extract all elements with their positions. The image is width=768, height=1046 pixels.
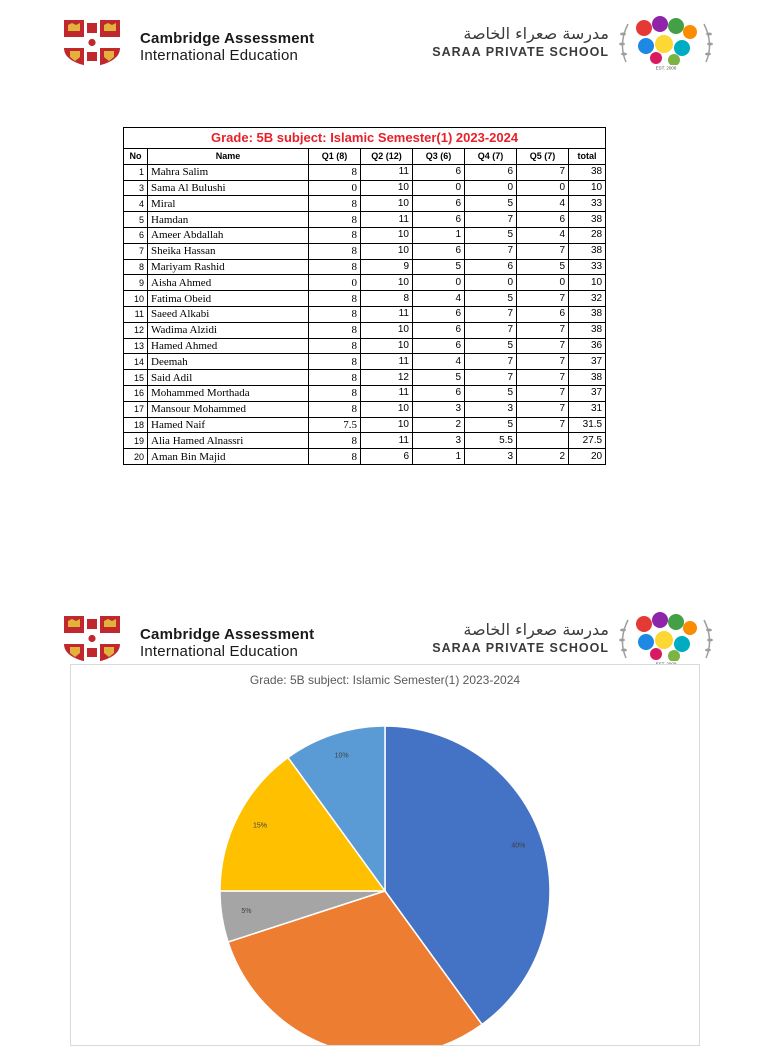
cell-q5: 4 bbox=[517, 196, 569, 212]
cell-no: 16 bbox=[124, 385, 148, 401]
school-name bbox=[404, 24, 609, 60]
cell-q5: 7 bbox=[517, 291, 569, 307]
table-row bbox=[124, 370, 606, 386]
cell-q3: 6 bbox=[413, 338, 465, 354]
cell-no: 17 bbox=[124, 401, 148, 417]
cell-q5: 7 bbox=[517, 164, 569, 180]
cell-q2: 11 bbox=[361, 164, 413, 180]
cell-q3: 5 bbox=[413, 259, 465, 275]
cell-q1: 8 bbox=[309, 306, 361, 322]
cell-q2: 12 bbox=[361, 370, 413, 386]
cell-q2: 10 bbox=[361, 338, 413, 354]
cell-no: 20 bbox=[124, 449, 148, 465]
cell-q4: 5 bbox=[465, 291, 517, 307]
cell-total: 38 bbox=[569, 370, 606, 386]
table-row bbox=[124, 227, 606, 243]
column-header: No bbox=[124, 149, 148, 165]
cell-name: Sama Al Bulushi bbox=[148, 180, 309, 196]
cell-q1: 8 bbox=[309, 354, 361, 370]
cell-q2: 11 bbox=[361, 385, 413, 401]
grades-table bbox=[123, 127, 606, 465]
cell-q4: 5 bbox=[465, 227, 517, 243]
page-header bbox=[0, 14, 768, 74]
cell-q3: 0 bbox=[413, 275, 465, 291]
cell-no: 5 bbox=[124, 212, 148, 228]
pie-slice-label-4: 10% bbox=[334, 752, 349, 760]
table-row bbox=[124, 385, 606, 401]
cell-q4: 3 bbox=[465, 449, 517, 465]
table-row bbox=[124, 338, 606, 354]
cambridge-subtitle: International Education bbox=[140, 47, 299, 64]
table-row bbox=[124, 449, 606, 465]
cell-q1: 8 bbox=[309, 370, 361, 386]
cell-name: Saeed Alkabi bbox=[148, 306, 309, 322]
cell-q5: 7 bbox=[517, 385, 569, 401]
cell-no: 11 bbox=[124, 306, 148, 322]
cell-q4: 5 bbox=[465, 385, 517, 401]
school-name-english: SARAA PRIVATE SCHOOL bbox=[432, 641, 609, 655]
cell-q4: 6 bbox=[465, 259, 517, 275]
table-row bbox=[124, 275, 606, 291]
cell-total: 28 bbox=[569, 227, 606, 243]
cell-name: Hamdan bbox=[148, 212, 309, 228]
cell-q2: 8 bbox=[361, 291, 413, 307]
cell-q2: 11 bbox=[361, 433, 413, 449]
cell-q4: 7 bbox=[465, 212, 517, 228]
cambridge-wordmark bbox=[140, 626, 314, 660]
cell-q2: 10 bbox=[361, 417, 413, 433]
cell-no: 15 bbox=[124, 370, 148, 386]
cell-total: 38 bbox=[569, 306, 606, 322]
cell-q5: 6 bbox=[517, 306, 569, 322]
cell-total: 38 bbox=[569, 164, 606, 180]
cell-name: Mahra Salim bbox=[148, 164, 309, 180]
cell-name: Wadima Alzidi bbox=[148, 322, 309, 338]
table-row bbox=[124, 196, 606, 212]
cambridge-title: Cambridge Assessment bbox=[140, 626, 315, 643]
cell-no: 1 bbox=[124, 164, 148, 180]
column-header: Q1 (8) bbox=[309, 149, 361, 165]
cell-name: Aman Bin Majid bbox=[148, 449, 309, 465]
cell-q2: 10 bbox=[361, 401, 413, 417]
cell-name: Aisha Ahmed bbox=[148, 275, 309, 291]
pie-slice-label-2: 5% bbox=[241, 907, 252, 915]
cell-q5: 7 bbox=[517, 243, 569, 259]
table-row bbox=[124, 212, 606, 228]
table-row bbox=[124, 354, 606, 370]
chart-title: Grade: 5B subject: Islamic Semester(1) 2023-2024 bbox=[249, 673, 521, 687]
cell-q1: 8 bbox=[309, 212, 361, 228]
table-row bbox=[124, 164, 606, 180]
cell-q5: 7 bbox=[517, 322, 569, 338]
cell-q4: 7 bbox=[465, 243, 517, 259]
cell-q2: 11 bbox=[361, 306, 413, 322]
table-row bbox=[124, 433, 606, 449]
cell-total: 33 bbox=[569, 196, 606, 212]
cell-q4: 7 bbox=[465, 370, 517, 386]
cell-q3: 1 bbox=[413, 227, 465, 243]
cell-q4: 7 bbox=[465, 322, 517, 338]
cell-q1: 8 bbox=[309, 401, 361, 417]
cell-q1: 8 bbox=[309, 322, 361, 338]
cell-no: 4 bbox=[124, 196, 148, 212]
cell-q4: 5 bbox=[465, 338, 517, 354]
cell-q2: 10 bbox=[361, 196, 413, 212]
cell-q3: 2 bbox=[413, 417, 465, 433]
cell-total: 37 bbox=[569, 354, 606, 370]
table-row bbox=[124, 417, 606, 433]
cell-q2: 11 bbox=[361, 212, 413, 228]
cell-no: 14 bbox=[124, 354, 148, 370]
cell-q2: 10 bbox=[361, 180, 413, 196]
cell-q1: 8 bbox=[309, 259, 361, 275]
cell-q1: 8 bbox=[309, 196, 361, 212]
cell-no: 8 bbox=[124, 259, 148, 275]
pie-slice-label-0: 40% bbox=[511, 842, 526, 850]
cell-q3: 6 bbox=[413, 322, 465, 338]
cell-q1: 0 bbox=[309, 180, 361, 196]
cell-q1: 8 bbox=[309, 449, 361, 465]
school-name-arabic: مدرسة صعراء الخاصة bbox=[463, 620, 609, 639]
school-name bbox=[404, 620, 609, 656]
cell-no: 7 bbox=[124, 243, 148, 259]
cell-total: 32 bbox=[569, 291, 606, 307]
cell-name: Said Adil bbox=[148, 370, 309, 386]
cell-q5: 7 bbox=[517, 338, 569, 354]
cell-no: 19 bbox=[124, 433, 148, 449]
cell-total: 31 bbox=[569, 401, 606, 417]
cell-q3: 3 bbox=[413, 401, 465, 417]
cell-name: Ameer Abdallah bbox=[148, 227, 309, 243]
cell-total: 10 bbox=[569, 275, 606, 291]
cell-no: 12 bbox=[124, 322, 148, 338]
cell-total: 38 bbox=[569, 243, 606, 259]
cell-no: 3 bbox=[124, 180, 148, 196]
cell-q4: 6 bbox=[465, 164, 517, 180]
cell-total: 31.5 bbox=[569, 417, 606, 433]
cell-no: 9 bbox=[124, 275, 148, 291]
cell-q1: 7.5 bbox=[309, 417, 361, 433]
cell-q2: 9 bbox=[361, 259, 413, 275]
cell-q5: 7 bbox=[517, 401, 569, 417]
cell-q5 bbox=[517, 433, 569, 449]
cell-q5: 6 bbox=[517, 212, 569, 228]
cell-name: Mohammed Morthada bbox=[148, 385, 309, 401]
pie-chart-canvas bbox=[71, 665, 699, 1045]
cell-name: Sheika Hassan bbox=[148, 243, 309, 259]
cell-q4: 5.5 bbox=[465, 433, 517, 449]
cell-q4: 7 bbox=[465, 306, 517, 322]
column-header: Name bbox=[148, 149, 309, 165]
pie-slice-label-3: 15% bbox=[253, 822, 268, 830]
cell-q2: 10 bbox=[361, 322, 413, 338]
cell-q3: 6 bbox=[413, 212, 465, 228]
cell-q3: 5 bbox=[413, 370, 465, 386]
table-title: Grade: 5B subject: Islamic Semester(1) 2023-2024 bbox=[124, 128, 606, 149]
cell-total: 20 bbox=[569, 449, 606, 465]
school-logo bbox=[616, 610, 716, 666]
cell-q3: 4 bbox=[413, 354, 465, 370]
table-header-row bbox=[124, 149, 606, 165]
cell-name: Mariyam Rashid bbox=[148, 259, 309, 275]
cell-q1: 8 bbox=[309, 338, 361, 354]
cell-q1: 8 bbox=[309, 164, 361, 180]
cell-q5: 2 bbox=[517, 449, 569, 465]
cambridge-crest-logo bbox=[62, 614, 122, 664]
table-row bbox=[124, 243, 606, 259]
cell-q1: 8 bbox=[309, 433, 361, 449]
cell-name: Fatima Obeid bbox=[148, 291, 309, 307]
school-logo bbox=[616, 14, 716, 70]
table-row bbox=[124, 401, 606, 417]
column-header: total bbox=[569, 149, 606, 165]
cell-no: 18 bbox=[124, 417, 148, 433]
column-header: Q2 (12) bbox=[361, 149, 413, 165]
cell-total: 37 bbox=[569, 385, 606, 401]
table-row bbox=[124, 322, 606, 338]
cell-q3: 3 bbox=[413, 433, 465, 449]
cell-name: Deemah bbox=[148, 354, 309, 370]
cell-q3: 6 bbox=[413, 306, 465, 322]
cell-q2: 6 bbox=[361, 449, 413, 465]
cell-q3: 6 bbox=[413, 196, 465, 212]
cell-q5: 0 bbox=[517, 275, 569, 291]
cell-q1: 8 bbox=[309, 243, 361, 259]
cell-q3: 4 bbox=[413, 291, 465, 307]
cell-q4: 7 bbox=[465, 354, 517, 370]
cell-name: Hamed Naif bbox=[148, 417, 309, 433]
cell-q4: 0 bbox=[465, 275, 517, 291]
cell-no: 6 bbox=[124, 227, 148, 243]
cell-total: 33 bbox=[569, 259, 606, 275]
column-header: Q5 (7) bbox=[517, 149, 569, 165]
cell-q5: 7 bbox=[517, 370, 569, 386]
cambridge-subtitle: International Education bbox=[140, 643, 299, 660]
cambridge-crest-logo bbox=[62, 18, 122, 68]
cell-q5: 0 bbox=[517, 180, 569, 196]
cell-q4: 5 bbox=[465, 417, 517, 433]
cell-total: 38 bbox=[569, 322, 606, 338]
cell-q3: 0 bbox=[413, 180, 465, 196]
table-row bbox=[124, 306, 606, 322]
cell-name: Mansour Mohammed bbox=[148, 401, 309, 417]
cell-no: 10 bbox=[124, 291, 148, 307]
school-name-english: SARAA PRIVATE SCHOOL bbox=[432, 45, 609, 59]
cell-q1: 8 bbox=[309, 291, 361, 307]
cell-total: 38 bbox=[569, 212, 606, 228]
cell-q3: 6 bbox=[413, 385, 465, 401]
cambridge-title: Cambridge Assessment bbox=[140, 30, 315, 47]
cell-q2: 11 bbox=[361, 354, 413, 370]
column-header: Q4 (7) bbox=[465, 149, 517, 165]
cell-q2: 10 bbox=[361, 227, 413, 243]
cell-name: Alia Hamed Alnassri bbox=[148, 433, 309, 449]
table-row bbox=[124, 180, 606, 196]
page-header-2 bbox=[0, 610, 768, 670]
cell-q4: 3 bbox=[465, 401, 517, 417]
cell-total: 27.5 bbox=[569, 433, 606, 449]
cell-total: 10 bbox=[569, 180, 606, 196]
cell-q4: 0 bbox=[465, 180, 517, 196]
cell-q1: 8 bbox=[309, 227, 361, 243]
cell-name: Hamed Ahmed bbox=[148, 338, 309, 354]
cell-q5: 5 bbox=[517, 259, 569, 275]
cell-q4: 5 bbox=[465, 196, 517, 212]
cell-q1: 8 bbox=[309, 385, 361, 401]
cell-q3: 6 bbox=[413, 164, 465, 180]
table-row bbox=[124, 259, 606, 275]
cell-no: 13 bbox=[124, 338, 148, 354]
cell-q5: 4 bbox=[517, 227, 569, 243]
cell-q5: 7 bbox=[517, 354, 569, 370]
cell-name: Miral bbox=[148, 196, 309, 212]
cell-q5: 7 bbox=[517, 417, 569, 433]
column-header: Q3 (6) bbox=[413, 149, 465, 165]
school-name-arabic: مدرسة صعراء الخاصة bbox=[463, 24, 609, 43]
cell-total: 36 bbox=[569, 338, 606, 354]
logo-est-text: EST. 2008 bbox=[655, 65, 677, 70]
cell-q1: 0 bbox=[309, 275, 361, 291]
cell-q2: 10 bbox=[361, 243, 413, 259]
cambridge-wordmark bbox=[140, 30, 314, 64]
pie-chart bbox=[70, 664, 700, 1046]
cell-q2: 10 bbox=[361, 275, 413, 291]
cell-q3: 1 bbox=[413, 449, 465, 465]
table-row bbox=[124, 291, 606, 307]
cell-q3: 6 bbox=[413, 243, 465, 259]
